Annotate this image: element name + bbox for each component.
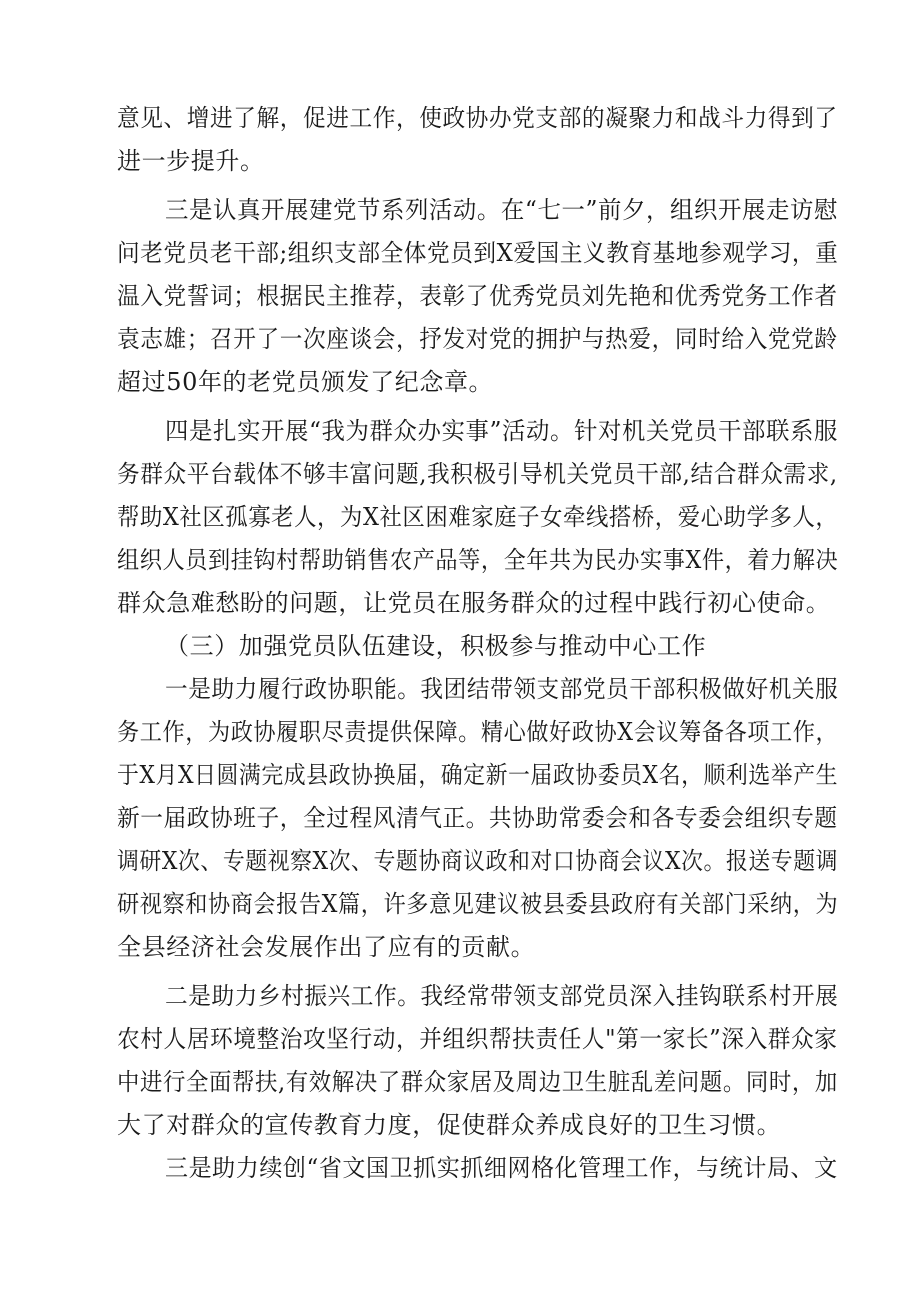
paragraph-first-line: 一是助力履行政协职能。我团结带领支部党员干部积极做好机关服 bbox=[165, 675, 839, 703]
text-line: 袁志雄；召开了一次座谈会，抒发对党的拥护与热爱，同时给入党党龄 bbox=[117, 325, 838, 353]
text-line: 组织人员到挂钩村帮助销售农产品等，全年共为民办实事X件，着力解决 bbox=[117, 546, 839, 574]
text-line: 进一步提升。 bbox=[117, 147, 265, 175]
text-line: 温入党誓词；根据民主推荐，表彰了优秀党员刘先艳和优秀党务工作者 bbox=[117, 282, 838, 310]
text-line: 于X月X日圆满完成县政协换届，确定新一届政协委员X名，顺利选举产生 bbox=[117, 761, 839, 789]
text-line: 农村人居环境整治攻坚行动，并组织帮扶责任人"第一家长”深入群众家 bbox=[117, 1025, 838, 1053]
paragraph-first-line: 三是助力续创“省文国卫抓实抓细网格化管理工作，与统计局、文 bbox=[165, 1154, 838, 1182]
paragraph-first-line: 三是认真开展建党节系列活动。在“七一”前夕，组织开展走访慰 bbox=[165, 196, 838, 224]
text-line: 超过50年的老党员颁发了纪念章。 bbox=[117, 368, 494, 396]
text-line: 全县经济社会发展作出了应有的贡献。 bbox=[117, 933, 536, 961]
section-heading: （三）加强党员队伍建设，积极参与推动中心工作 bbox=[165, 632, 707, 660]
text-line: 调研X次、专题视察X次、专题协商议政和对口协商会议X次。报送专题调 bbox=[117, 847, 839, 875]
text-line: 大了对群众的宣传教育力度，促使群众养成良好的卫生习惯。 bbox=[117, 1111, 782, 1139]
text-line: 群众急难愁盼的问题，让党员在服务群众的过程中践行初心使命。 bbox=[117, 589, 831, 617]
text-line: 意见、增进了解，促进工作，使政协办党支部的凝聚力和战斗力得到了 bbox=[117, 104, 838, 132]
text-line: 务工作，为政协履职尽责提供保障。精心做好政协X会议筹备各项工作， bbox=[117, 718, 839, 746]
text-line: 帮助X社区孤寡老人，为X社区困难家庭子女牵线搭桥，爱心助学多人， bbox=[117, 503, 839, 531]
text-line: 新一届政协班子，全过程风清气正。共协助常委会和各专委会组织专题 bbox=[117, 804, 838, 832]
paragraph-first-line: 二是助力乡村振兴工作。我经常带领支部党员深入挂钩联系村开展 bbox=[165, 982, 839, 1010]
text-line: 问老党员老干部;组织支部全体党员到X爱国主义教育基地参观学习，重 bbox=[117, 239, 839, 267]
paragraph-first-line: 四是扎实开展“我为群众办实事”活动。针对机关党员干部联系服 bbox=[165, 417, 838, 445]
text-line: 研视察和协商会报告X篇，许多意见建议被县委县政府有关部门采纳，为 bbox=[117, 890, 839, 918]
text-line: 中进行全面帮扶,有效解决了群众家居及周边卫生脏乱差问题。同时，加 bbox=[117, 1068, 838, 1096]
text-line: 务群众平台载体不够丰富问题,我积极引导机关党员干部,结合群众需求, bbox=[117, 460, 838, 488]
